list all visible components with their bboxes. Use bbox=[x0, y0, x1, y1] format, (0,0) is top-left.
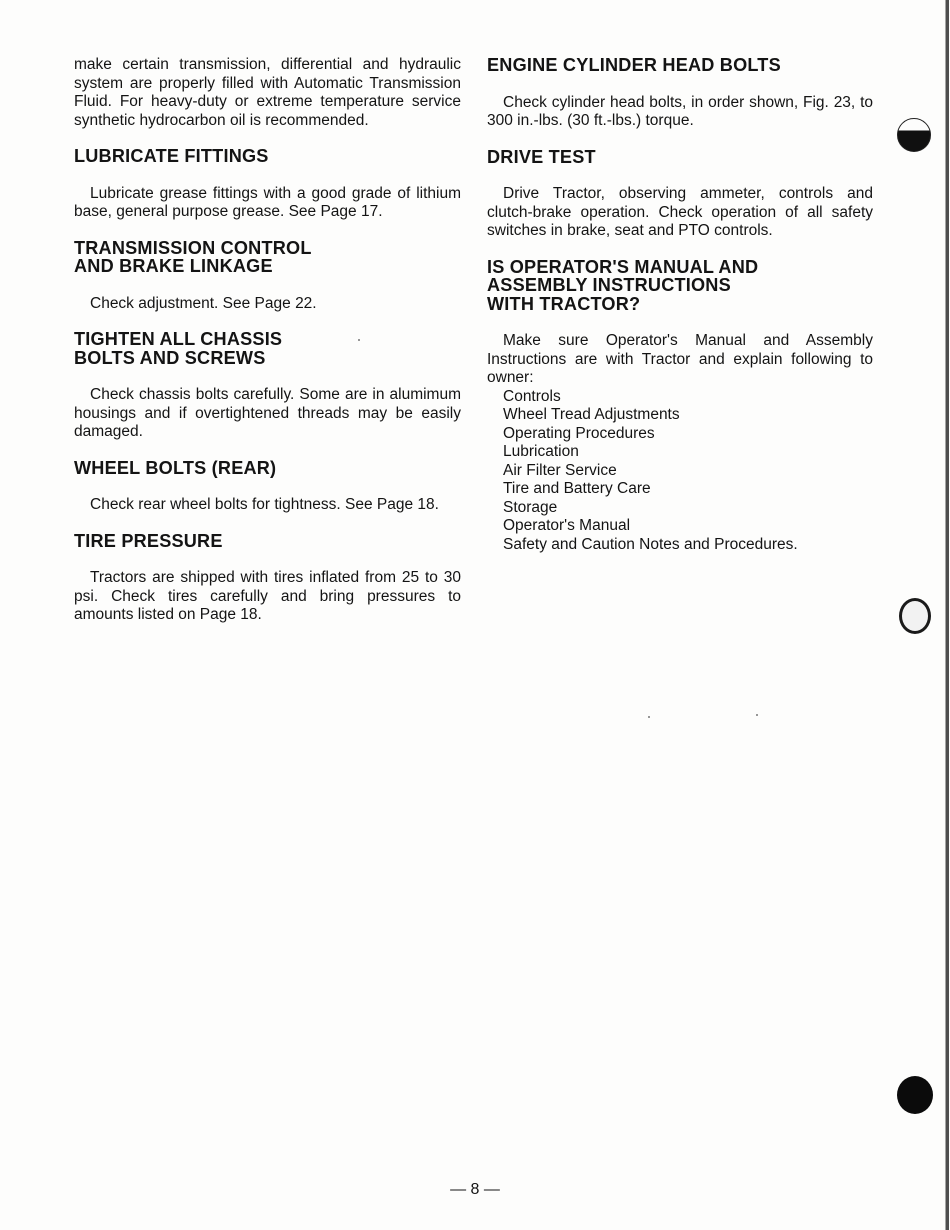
list-item: Operator's Manual bbox=[503, 517, 631, 534]
tire-pressure-heading: TIRE PRESSURE bbox=[74, 530, 223, 551]
list-item: Controls bbox=[503, 387, 561, 405]
wheel-bolts-heading: WHEEL BOLTS (REAR) bbox=[74, 457, 277, 478]
lubricate-fittings-text: Lubricate grease fittings with a good grade of lithium base, general purpose grease. See Page 17. bbox=[74, 184, 461, 220]
heading-line: IS OPERATOR'S MANUAL AND bbox=[487, 256, 759, 277]
scan-speck bbox=[648, 716, 650, 718]
operators-manual-heading bbox=[487, 258, 873, 314]
list-item: Air Filter Service bbox=[503, 461, 617, 479]
punch-hole-bottom bbox=[897, 1076, 933, 1114]
list-item: Operating Procedures bbox=[503, 424, 655, 442]
transmission-control-text: Check adjustment. See Page 22. bbox=[90, 294, 317, 312]
scan-speck bbox=[756, 714, 758, 716]
left-column bbox=[74, 56, 461, 625]
drive-test-heading: DRIVE TEST bbox=[487, 146, 596, 167]
list-item: Tire and Battery Care bbox=[503, 480, 651, 497]
operators-manual-text: Make sure Operator's Manual and Assembly Instructions are with Tractor and explain following to owner: bbox=[487, 332, 873, 386]
heading-line: WITH TRACTOR? bbox=[487, 293, 641, 314]
page-number: — 8 — bbox=[450, 1181, 500, 1198]
heading-line: TRANSMISSION CONTROL bbox=[74, 237, 312, 258]
tire-pressure-text: Tractors are shipped with tires inflated from 25 to 30 psi. Check tires carefully and bring pressures to amounts listed on Page 18. bbox=[74, 569, 461, 623]
right-column bbox=[487, 56, 873, 554]
cylinder-head-heading: ENGINE CYLINDER HEAD BOLTS bbox=[487, 55, 781, 75]
list-item: Wheel Tread Adjustments bbox=[503, 406, 680, 423]
list-item: Lubrication bbox=[503, 443, 579, 460]
wheel-bolts-text: Check rear wheel bolts for tightness. See Page 18. bbox=[90, 496, 439, 513]
heading-line: TIGHTEN ALL CHASSIS bbox=[74, 329, 283, 349]
drive-test-text: Drive Tractor, observing ammeter, controls and clutch-brake operation. Check operation of all safety switches in brake, seat and PTO controls. bbox=[487, 185, 873, 239]
punch-hole-middle bbox=[899, 598, 931, 634]
list-item: Storage bbox=[503, 498, 558, 516]
chassis-bolts-text: Check chassis bolts carefully. Some are in alumimum housings and if overtightened threads may be easily damaged. bbox=[74, 386, 461, 440]
heading-line: AND BRAKE LINKAGE bbox=[74, 256, 273, 276]
heading-line: ASSEMBLY INSTRUCTIONS bbox=[487, 275, 731, 295]
chassis-bolts-heading bbox=[74, 330, 461, 367]
cylinder-head-text: Check cylinder head bolts, in order shown, Fig. 23, to 300 in.-lbs. (30 ft.-lbs.) torque. bbox=[487, 93, 873, 129]
scan-edge bbox=[944, 0, 949, 1230]
lubricate-fittings-heading: LUBRICATE FITTINGS bbox=[74, 146, 269, 166]
transmission-control-heading bbox=[74, 239, 461, 276]
list-item: Safety and Caution Notes and Procedures. bbox=[503, 535, 798, 553]
owner-topics-list bbox=[487, 388, 873, 555]
intro-paragraph: make certain transmission, differential and hydraulic system are properly filled with Automatic Transmission Fluid. For heavy-duty or extreme temperature service synthetic hydrocarbon oil is recommended. bbox=[74, 56, 461, 129]
heading-line: BOLTS AND SCREWS bbox=[74, 347, 266, 368]
punch-hole-top bbox=[897, 118, 931, 152]
